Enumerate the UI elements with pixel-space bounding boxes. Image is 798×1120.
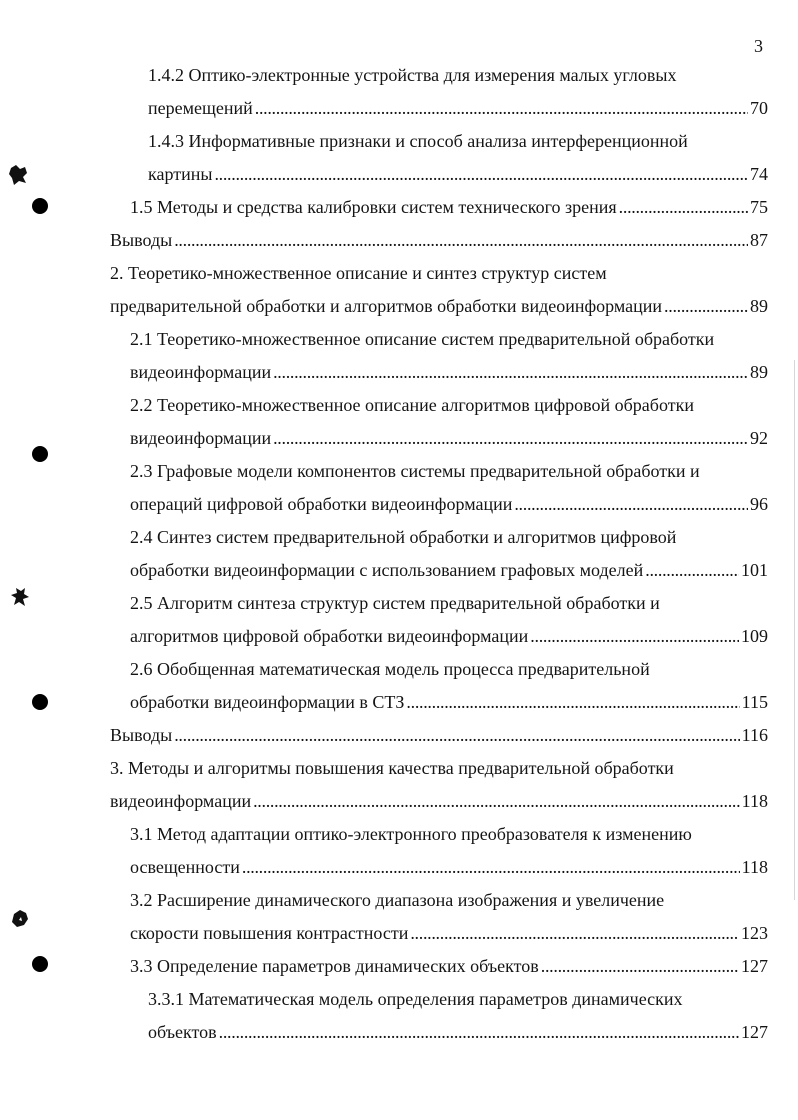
ink-blot-icon — [8, 164, 28, 186]
toc-entry-title: 2.6 Обобщенная математическая модель процесса предварительной — [130, 659, 650, 679]
toc-entry-title: 2. Теоретико-множественное описание и синтез структур систем — [110, 263, 607, 283]
dot-leader — [273, 427, 748, 449]
toc-entry-title: 1.4.2 Оптико-электронные устройства для измерения малых угловых — [148, 65, 677, 85]
toc-page-number: 96 — [750, 494, 768, 514]
dot-leader — [645, 559, 739, 581]
dot-leader — [255, 97, 748, 119]
dot-leader — [410, 922, 739, 944]
toc-entry-label: объектов — [148, 1022, 217, 1042]
toc-page-number: 74 — [750, 164, 768, 184]
toc-entry — [110, 790, 768, 812]
toc-page-number: 118 — [741, 857, 768, 877]
toc-entry-title: 2.4 Синтез систем предварительной обработки и алгоритмов цифровой — [130, 527, 677, 547]
toc-page-number: 118 — [741, 791, 768, 811]
toc-entry-label: обработки видеоинформации с использованием графовых моделей — [130, 560, 644, 580]
toc-entry-label: Выводы — [110, 230, 173, 250]
toc-page-number: 70 — [750, 98, 768, 118]
dot-leader — [619, 196, 748, 218]
toc-entry — [130, 493, 768, 515]
toc-entry-title: 1.4.3 Информативные признаки и способ анализа интерференционной — [148, 131, 688, 151]
binder-hole-icon — [32, 694, 48, 710]
binder-hole-icon — [32, 956, 48, 972]
toc-entry — [130, 196, 768, 218]
toc-entry — [110, 295, 768, 317]
dot-leader — [664, 295, 748, 317]
toc-entry-title: 3.1 Метод адаптации оптико-электронного преобразователя к изменению — [130, 824, 692, 844]
toc-entry — [130, 361, 768, 383]
toc-entry — [148, 1021, 768, 1043]
toc-entry-label: алгоритмов цифровой обработки видеоинформации — [130, 626, 529, 646]
toc-entry — [130, 427, 768, 449]
toc-entry-label: видеоинформации — [110, 791, 252, 811]
toc-entry-label: 3.3 Определение параметров динамических объектов — [130, 956, 539, 976]
toc-page-number: 127 — [741, 1022, 768, 1042]
dot-leader — [253, 790, 740, 812]
toc-entry-label: Выводы — [110, 725, 173, 745]
toc-entry-label: освещенности — [130, 857, 240, 877]
toc-entry-title: 2.5 Алгоритм синтеза структур систем предварительной обработки и — [130, 593, 660, 613]
dot-leader — [530, 625, 739, 647]
toc-entry-label: картины — [148, 164, 213, 184]
toc-page-number: 109 — [741, 626, 768, 646]
toc-entry-title: 2.1 Теоретико-множественное описание систем предварительной обработки — [130, 329, 715, 349]
toc-entry-title: 2.2 Теоретико-множественное описание алгоритмов цифровой обработки — [130, 395, 694, 415]
toc-entry — [130, 559, 768, 581]
page-number: 3 — [754, 36, 763, 56]
dot-leader — [174, 229, 748, 251]
scan-edge-line — [794, 360, 795, 900]
toc-entry-label: 1.5 Методы и средства калибровки систем технического зрения — [130, 197, 617, 217]
toc-page-number: 115 — [741, 692, 768, 712]
dot-leader — [219, 1021, 739, 1043]
toc-entry-title: 3.2 Расширение динамического диапазона изображения и увеличение — [130, 890, 665, 910]
toc-page-number: 89 — [750, 296, 768, 316]
toc-entry — [110, 724, 768, 746]
binder-hole-icon — [32, 446, 48, 462]
toc-entry-label: предварительной обработки и алгоритмов обработки видеоинформации — [110, 296, 663, 316]
toc-entry-label: обработки видеоинформации в СТЗ — [130, 692, 405, 712]
toc-entry — [130, 625, 768, 647]
toc-page-number: 89 — [750, 362, 768, 382]
toc-entry-label: скорости повышения контрастности — [130, 923, 409, 943]
ink-blot-icon — [10, 586, 30, 608]
toc-entry-title: 3.3.1 Математическая модель определения параметров динамических — [148, 989, 683, 1009]
ink-blot-icon — [10, 908, 30, 930]
toc-page-number: 87 — [750, 230, 768, 250]
dot-leader — [214, 163, 748, 185]
toc-entry-label: перемещений — [148, 98, 253, 118]
dot-leader — [406, 691, 739, 713]
toc-page-number: 123 — [741, 923, 768, 943]
toc-entry-title: 3. Методы и алгоритмы повышения качества предварительной обработки — [110, 758, 674, 778]
toc-entry — [130, 856, 768, 878]
dot-leader — [242, 856, 740, 878]
toc-entry — [130, 955, 768, 977]
toc-page-number: 92 — [750, 428, 768, 448]
toc-entry — [130, 922, 768, 944]
binder-hole-icon — [32, 198, 48, 214]
dot-leader — [174, 724, 739, 746]
dot-leader — [273, 361, 748, 383]
toc-entry — [110, 229, 768, 251]
dot-leader — [514, 493, 748, 515]
toc-entry-label: операций цифровой обработки видеоинформации — [130, 494, 513, 514]
toc-entry — [148, 163, 768, 185]
toc-page-number: 127 — [741, 956, 768, 976]
toc-entry-label: видеоинформации — [130, 428, 272, 448]
toc-entry-title: 2.3 Графовые модели компонентов системы предварительной обработки и — [130, 461, 700, 481]
toc-page-number: 116 — [741, 725, 768, 745]
toc-entry — [148, 97, 768, 119]
dot-leader — [541, 955, 739, 977]
toc-entry-label: видеоинформации — [130, 362, 272, 382]
toc-entry — [130, 691, 768, 713]
toc-page-number: 75 — [750, 197, 768, 217]
toc-page-number: 101 — [741, 560, 768, 580]
